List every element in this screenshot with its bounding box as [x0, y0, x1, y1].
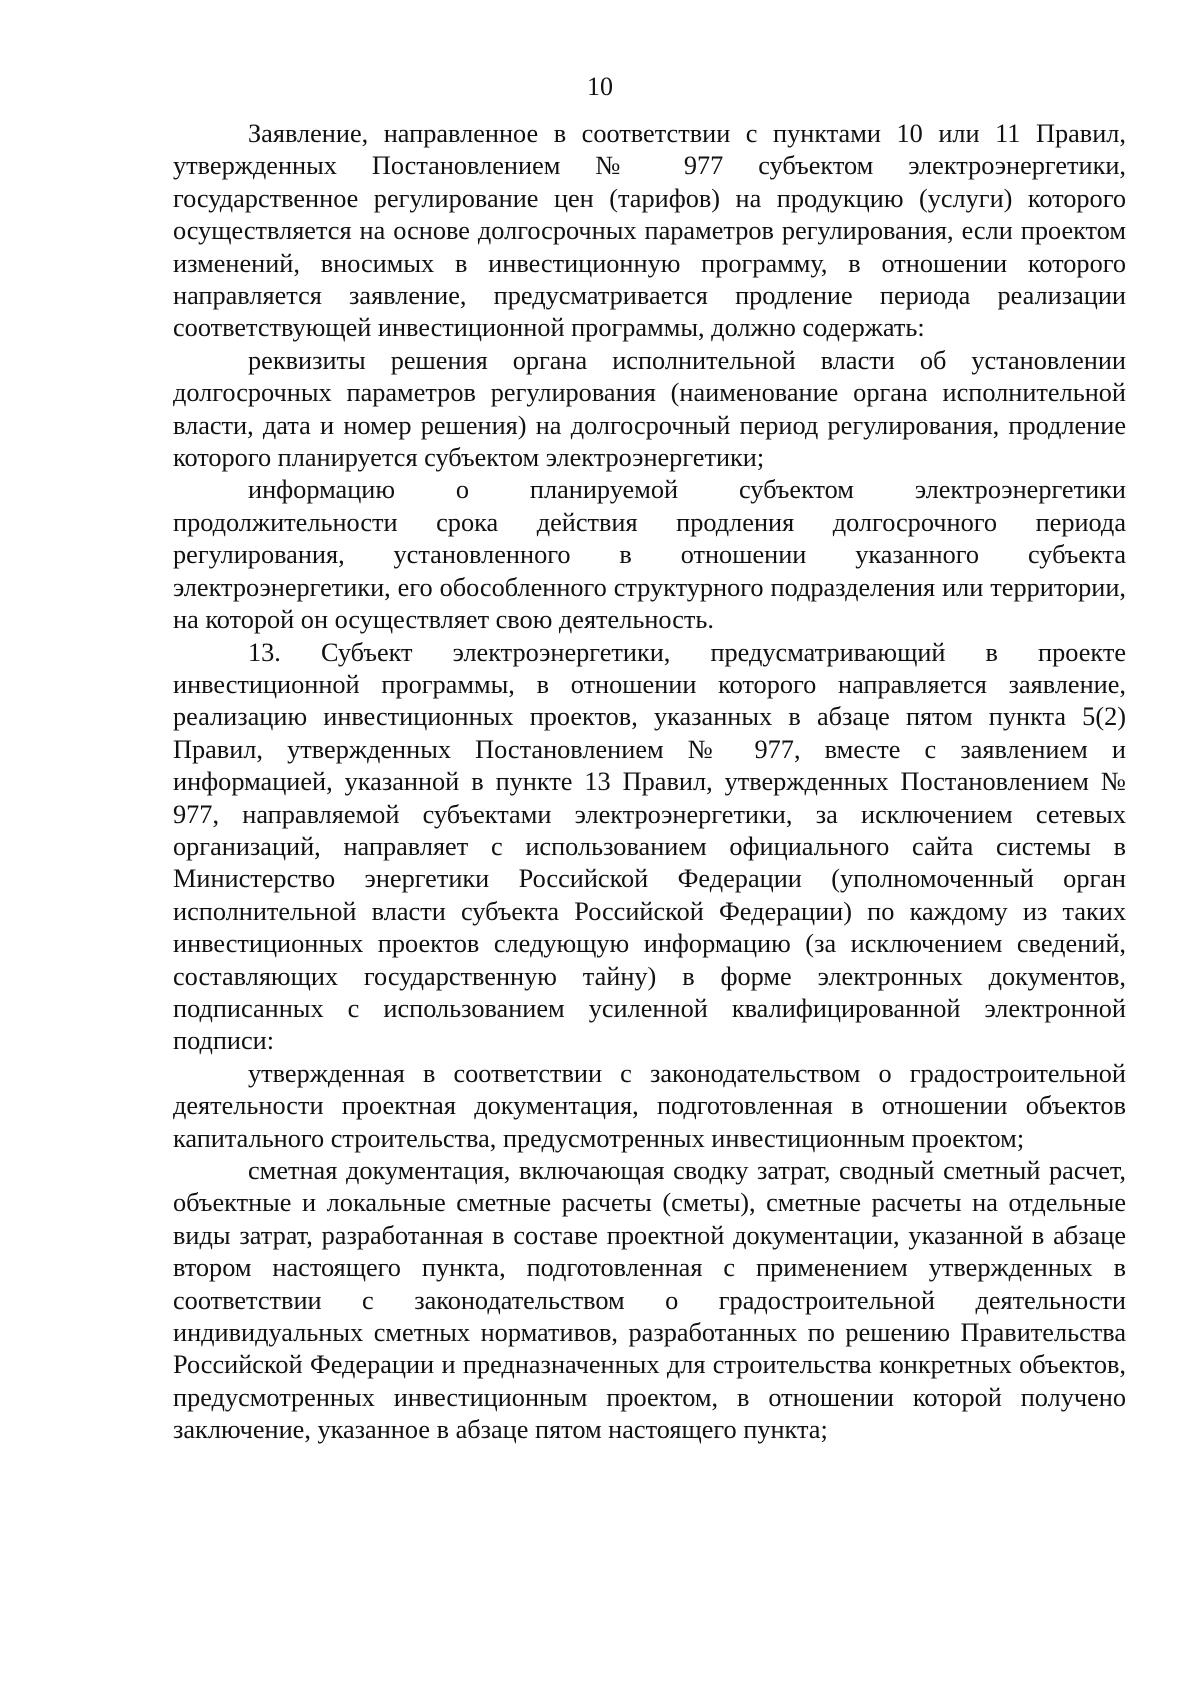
- paragraph-extension-duration: информацию о планируемой субъектом электроэнергетики продолжительности срока действия продления долгосрочного периода регулирования, установленного в отношении указанного субъекта электроэнергетики, его обособленного структурного подразделения или территории, на которой он осуществляет свою деятельность.: [173, 475, 1126, 635]
- paragraph-project-documentation: утвержденная в соответствии с законодательством о градостроительной деятельности проектная документация, подготовленная в отношении объектов капитального строительства, предусмотренных инвестиционным проектом;: [173, 1058, 1126, 1153]
- paragraph-estimate-documentation: сметная документация, включающая сводку затрат, сводный сметный расчет, объектные и локальные сметные расчеты (сметы), сметные расчеты на отдельные виды затрат, разработанная в составе проектной документации, указанной в абзаце втором настоящего пункта, подготовленная с применением утвержденных в соответствии с законодательством о градостроительной деятельности индивидуальных сметных нормативов, разработанных по решению Правительства Российской Федерации и предназначенных для строительства конкретных объектов, предусмотренных инвестиционным проектом, в отношении которой получено заключение, указанное в абзаце пятом настоящего пункта;: [173, 1156, 1126, 1445]
- paragraph-decision-details: реквизиты решения органа исполнительной власти об установлении долгосрочных параметров регулирования (наименование органа исполнительной власти, дата и номер решения) на долгосрочный период регулирования, продление которого планируется субъектом электроэнергетики;: [173, 345, 1126, 473]
- page-number: 10: [587, 72, 613, 101]
- document-body: [173, 118, 1126, 1447]
- paragraph-section-13: 13. Субъект электроэнергетики, предусматривающий в проекте инвестиционной программы, в отношении которого направляется заявление, реализацию инвестиционных проектов, указанных в абзаце пятом пункта 5(2) Правил, утвержденных Постановлением № 977, вместе с заявлением и информацией, указанной в пункте 13 Правил, утвержденных Постановлением № 977, направляемой субъектами электроэнергетики, за исключением сетевых организаций, направляет с использованием официального сайта системы в Министерство энергетики Российской Федерации (уполномоченный орган исполнительной власти субъекта Российской Федерации) по каждому из таких инвестиционных проектов следующую информацию (за исключением сведений, составляющих государственную тайну) в форме электронных документов, подписанных с использованием усиленной квалифицированной электронной подписи:: [173, 637, 1126, 1056]
- paragraph-application-requirements: Заявление, направленное в соответствии с пунктами 10 или 11 Правил, утвержденных Постановлением № 977 субъектом электроэнергетики, государственное регулирование цен (тарифов) на продукцию (услуги) которого осуществляется на основе долгосрочных параметров регулирования, если проектом изменений, вносимых в инвестиционную программу, в отношении которого направляется заявление, предусматривается продление периода реализации соответствующей инвестиционной программы, должно содержать:: [173, 119, 1126, 343]
